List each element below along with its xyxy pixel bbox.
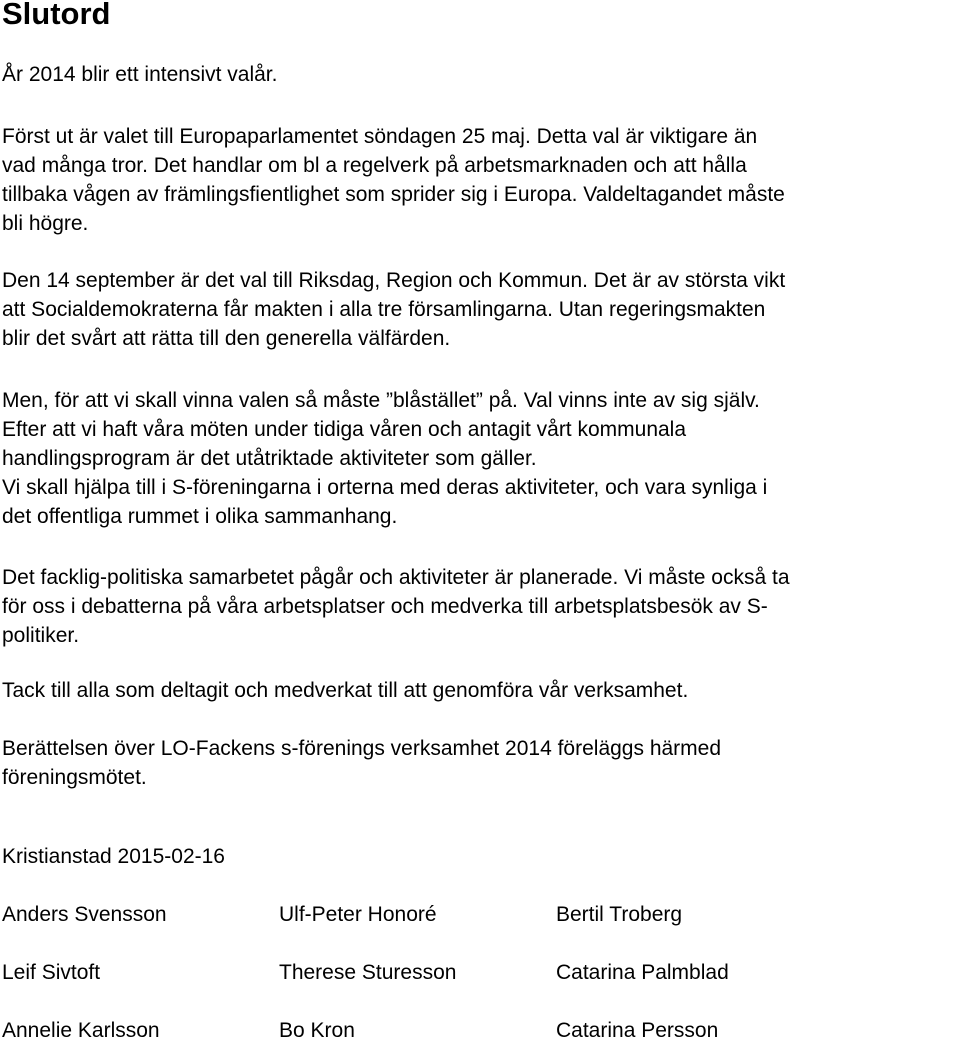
signatory-name: Anders Svensson	[2, 903, 167, 926]
paragraph-national-election: Den 14 september är det val till Riksdag, Region och Kommun. Det är av största vikt att Socialdemokraterna får makten i alla tre församlingarna. Utan regeringsmakten blir det svårt att rätta till den generella välfärden.	[2, 269, 786, 350]
paragraph-election-year: År 2014 blir ett intensivt valår.	[2, 63, 278, 86]
paragraph-eu-election: Först ut är valet till Europaparlamentet söndagen 25 maj. Detta val är viktigare än vad många tror. Det handlar om bl a regelverk på arbetsmarknaden och att hålla tillbaka vågen av främlingsfientlighet som sprider sig i Europa. Valdeltagandet måste bli högre.	[2, 125, 785, 235]
signatory-name: Annelie Karlsson	[2, 1019, 160, 1042]
document-title: Slutord	[2, 0, 111, 31]
signatory-name: Bertil Troberg	[556, 903, 683, 926]
signatory-name: Bo Kron	[279, 1019, 355, 1042]
paragraph-activities: Men, för att vi skall vinna valen så måste ”blåstället” på. Val vinns inte av sig själv. Efter att vi haft våra möten under tidiga våren och antagit vårt kommunala handlingsprogram är det utåtriktade aktiviteter som gäller. Vi skall hjälpa till i S-föreningarna i orterna med deras aktiviteter, och vara synliga i det offentliga rummet i olika sammanhang.	[2, 389, 768, 528]
signatory-name: Catarina Palmblad	[556, 961, 729, 984]
place-and-date: Kristianstad 2015-02-16	[2, 845, 225, 868]
signatory-name: Catarina Persson	[556, 1019, 719, 1042]
signatory-name: Leif Sivtoft	[2, 961, 101, 984]
paragraph-union-cooperation: Det facklig-politiska samarbetet pågår och aktiviteter är planerade. Vi måste också ta för oss i debatterna på våra arbetsplatser och medverka till arbetsplatsbesök av S- politiker.	[2, 566, 790, 647]
paragraph-report-presentation: Berättelsen över LO-Fackens s-förenings verksamhet 2014 föreläggs härmed föreningsmötet.	[2, 737, 722, 789]
paragraph-thanks: Tack till alla som deltagit och medverkat till att genomföra vår verksamhet.	[2, 679, 689, 702]
signatory-name: Ulf-Peter Honoré	[279, 903, 437, 926]
signatory-name: Therese Sturesson	[279, 961, 457, 984]
